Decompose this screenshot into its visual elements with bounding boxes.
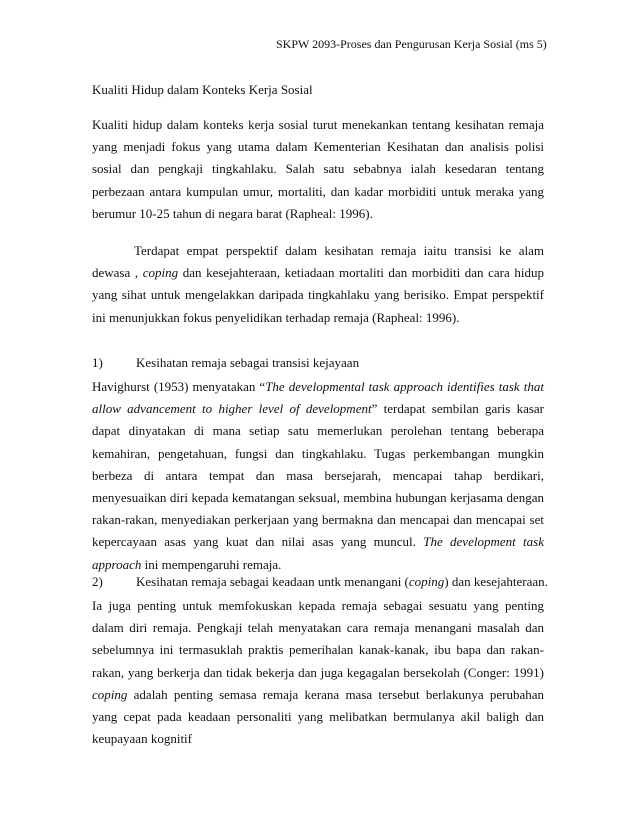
list-item-2-coping-term: coping xyxy=(408,574,445,589)
paragraph-coping xyxy=(92,595,544,750)
page-header: SKPW 2093-Proses dan Pengurusan Kerja Sosial (ms 5) xyxy=(276,37,547,51)
list-item-2-heading xyxy=(92,574,548,590)
paragraph-transition-text-3: ini mempengaruhi remaja. xyxy=(141,556,282,572)
development-task-approach-term: The development task approach xyxy=(92,534,544,572)
paragraph-coping-text-2: adalah penting semasa remaja kerana masa tersebut berlakunya perubahan yang cepat pada keadaan personaliti yang melibatkan bermulanya akil baligh dan keupayaan kognitif xyxy=(92,686,544,747)
list-item-1-number: 1) xyxy=(92,355,103,370)
list-item-1-title: Kesihatan remaja sebagai transisi kejayaan xyxy=(136,355,360,370)
paragraph-perspectives-text-a: Terdapat empat perspektif dalam kesihatan remaja iaitu transisi ke alam dewasa , xyxy=(92,243,544,281)
paragraph-perspectives-text-b: dan kesejahteraan, ketiadaan mortaliti dan morbiditi dan cara hidup yang sihat untuk mengelakkan daripada tingkahlaku yang berisiko. Empat perspektif ini menunjukkan fokus penyelidikan terhadap remaja (Rapheal: 1996). xyxy=(92,265,544,325)
coping-term: coping xyxy=(142,265,179,281)
coping-term-2: coping xyxy=(92,686,128,702)
paragraph-transition-text-1: Havighurst (1953) menyatakan “ xyxy=(92,379,266,394)
section-title: Kualiti Hidup dalam Konteks Kerja Sosial xyxy=(92,82,313,97)
paragraph-transition-text-2: ” terdapat sembilan garis kasar dapat dinyatakan di mana setiap satu memerlukan perolehan tentang beberapa kemahiran, pengetahuan, fungsi dan tingkahlaku. Tugas perkembangan mungkin berbeza di antara tempat dan masa bersejarah, mencapai tahap berdikari, menyesuaikan diri kepada kematangan seksual, membina hubungan kerjasama dengan rakan-rakan, menyediakan perkerjaan yang bermakna dan mencapai dan mencapai set kepercayaan asas yang kuat dan nilai asas yang muncul. xyxy=(92,401,545,550)
developmental-quote: The developmental task approach identifies task that allow advancement to higher level of development xyxy=(92,379,544,417)
paragraph-perspectives xyxy=(92,240,544,329)
list-item-2-title-b: ) dan kesejahteraan. xyxy=(444,574,548,589)
paragraph-coping-text-1: Ia juga penting untuk memfokuskan kepada remaja sebagai sesuatu yang penting dalam diri remaja. Pengkaji telah menyatakan cara remaja menangani masalah dan sebelumnya ini termasuklah praktis pemerihalan kanak-kanak, ibu bapa dan rakan-rakan, yang berkerja dan tidak bekerja dan juga kegagalan bersekolah (Conger: 1991) xyxy=(92,598,544,680)
list-item-1-heading xyxy=(92,355,359,371)
paragraph-transition xyxy=(92,376,544,576)
paragraph-intro: Kualiti hidup dalam konteks kerja sosial turut menekankan tentang kesihatan remaja yang menjadi fokus yang utama dalam Kementerian Kesihatan dan analisis polisi sosial dan pengkaji tingkahlaku. Salah satu sebabnya ialah kesedaran tentang perbezaan antara kumpulan umur, mortaliti, dan kadar morbiditi untuk meraka yang berumur 10-25 tahun di negara barat (Rapheal: 1996). xyxy=(92,117,544,221)
list-item-2-number: 2) xyxy=(92,574,103,589)
list-item-2-title-a: Kesihatan remaja sebagai keadaan untk menangani ( xyxy=(136,574,409,589)
